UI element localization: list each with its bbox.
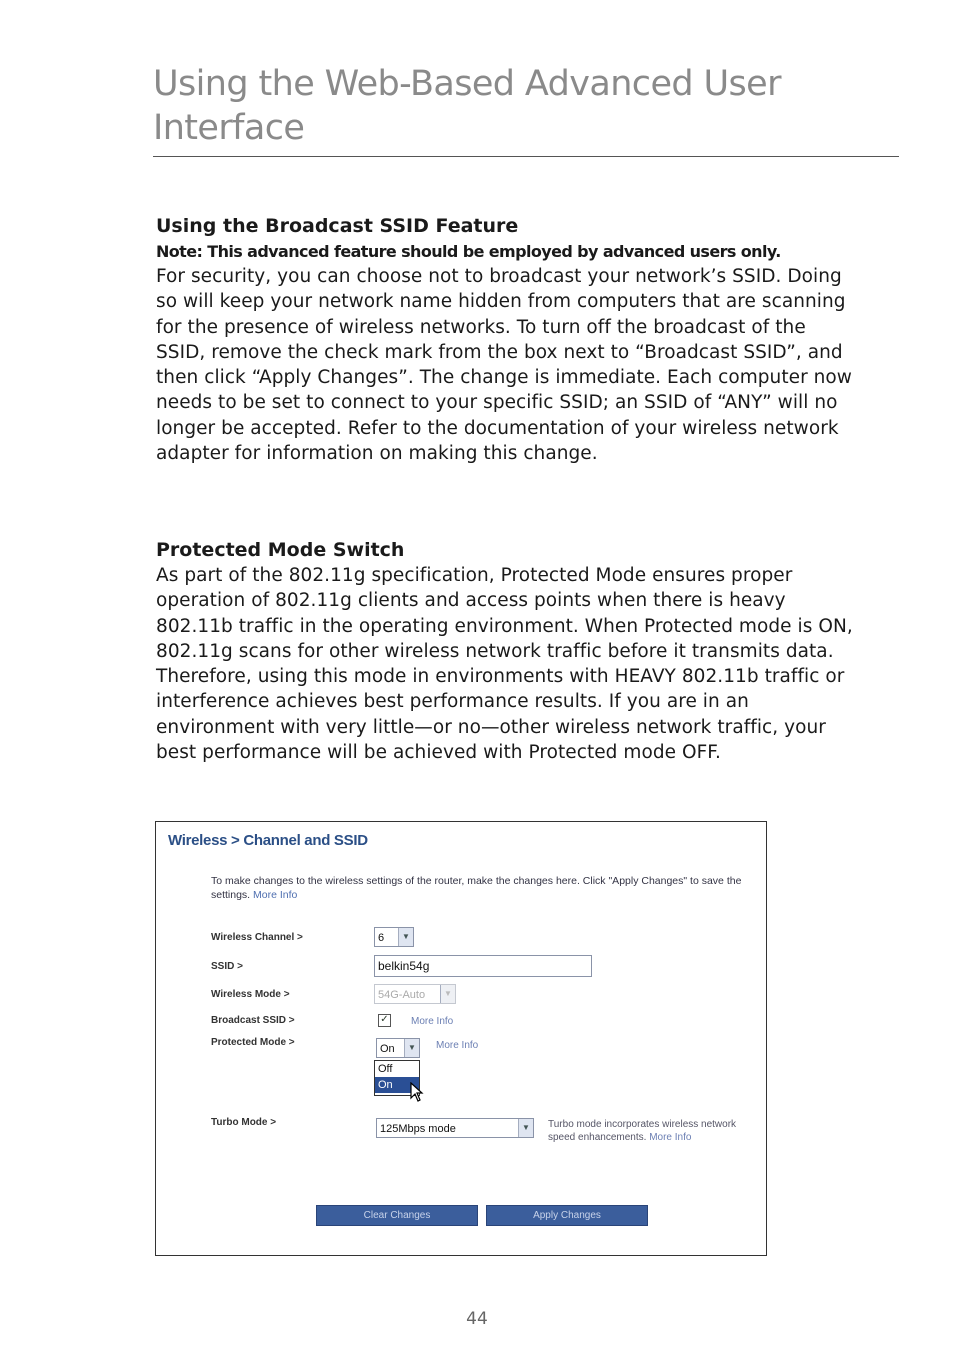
- checkmark-icon: ✓: [380, 1014, 389, 1025]
- page-title: Using the Web-Based Advanced User Interface: [153, 64, 781, 148]
- mouse-pointer-icon: [410, 1082, 424, 1102]
- ssid-label: SSID >: [211, 961, 243, 972]
- dropdown-option-off[interactable]: Off: [378, 1063, 393, 1075]
- dropdown-option-on[interactable]: On: [375, 1077, 419, 1093]
- advanced-note: Note: This advanced feature should be employed by advanced users only.: [156, 242, 781, 261]
- router-ui-screenshot: [155, 821, 767, 1256]
- wireless-channel-select[interactable]: [374, 927, 414, 947]
- ssid-input[interactable]: belkin54g: [374, 955, 592, 977]
- chevron-down-icon: ▼: [398, 928, 413, 946]
- section-protected-mode: [156, 538, 856, 765]
- screenshot-intro: [211, 874, 756, 902]
- wireless-mode-value: 54G-Auto: [378, 989, 426, 1001]
- turbo-more-info-link[interactable]: More Info: [649, 1132, 692, 1143]
- section-heading: Using the Broadcast SSID Feature: [156, 215, 519, 237]
- protected-mode-more-info-link[interactable]: More Info: [436, 1040, 479, 1051]
- protected-mode-value: On: [380, 1043, 395, 1055]
- broadcast-ssid-more-info-link[interactable]: More Info: [411, 1016, 454, 1027]
- broadcast-ssid-label: Broadcast SSID >: [211, 1015, 295, 1026]
- turbo-mode-description: [548, 1118, 753, 1144]
- section-body: For security, you can choose not to broadcast your network’s SSID. Doing so will keep your network name hidden from computers that are scanning for the presence of wireless networks. To turn off the broadcast of the SSID, remove the check mark from the box next to “Broadcast SSID”, and then click “Apply Changes”. The change is immediate. Each computer now needs to be set to connect to your specific SSID; an SSID of “ANY” will no longer be accepted. Refer to the documentation of your wireless network adapter for information on making this change.: [156, 266, 852, 465]
- chevron-down-icon: ▼: [440, 985, 455, 1003]
- intro-more-info-link[interactable]: More Info: [253, 889, 298, 901]
- turbo-mode-value: 125Mbps mode: [380, 1123, 456, 1135]
- page-number: 44: [466, 1309, 488, 1329]
- turbo-description-text: Turbo mode incorporates wireless network speed enhancements.: [548, 1119, 737, 1143]
- broadcast-ssid-checkbox[interactable]: [378, 1014, 391, 1027]
- protected-mode-select[interactable]: [376, 1038, 420, 1058]
- apply-changes-button[interactable]: Apply Changes: [486, 1205, 648, 1226]
- chevron-down-icon: ▼: [404, 1039, 419, 1057]
- protected-mode-label: Protected Mode >: [211, 1037, 295, 1048]
- page-header: [153, 62, 899, 157]
- wireless-mode-select[interactable]: [374, 984, 456, 1004]
- turbo-mode-select[interactable]: [376, 1118, 534, 1138]
- section-heading: Protected Mode Switch: [156, 539, 405, 561]
- screenshot-title: Wireless > Channel and SSID: [168, 832, 368, 849]
- section-body: As part of the 802.11g specification, Protected Mode ensures proper operation of 802.11g clients and access points when there is heavy 802.11b traffic in the operating environment. When Protected mode is ON, 802.11g scans for other wireless network traffic before it transmits data. Therefore, using this mode in environments with HEAVY 802.11b traffic or interference achieves best performance results. If you are in an environment with very little—or no—other wireless network traffic, your best performance will be achieved with Protected mode OFF.: [156, 565, 853, 764]
- wireless-channel-label: Wireless Channel >: [211, 932, 303, 943]
- turbo-mode-label: Turbo Mode >: [211, 1117, 277, 1128]
- chevron-down-icon: ▼: [518, 1119, 533, 1137]
- section-broadcast-ssid: [156, 214, 856, 466]
- intro-text: To make changes to the wireless settings of the router, make the changes here. Click "Apply Changes" to save the settings.: [211, 875, 742, 901]
- wireless-mode-label: Wireless Mode >: [211, 989, 290, 1000]
- clear-changes-button[interactable]: Clear Changes: [316, 1205, 478, 1226]
- wireless-channel-value: 6: [378, 932, 385, 944]
